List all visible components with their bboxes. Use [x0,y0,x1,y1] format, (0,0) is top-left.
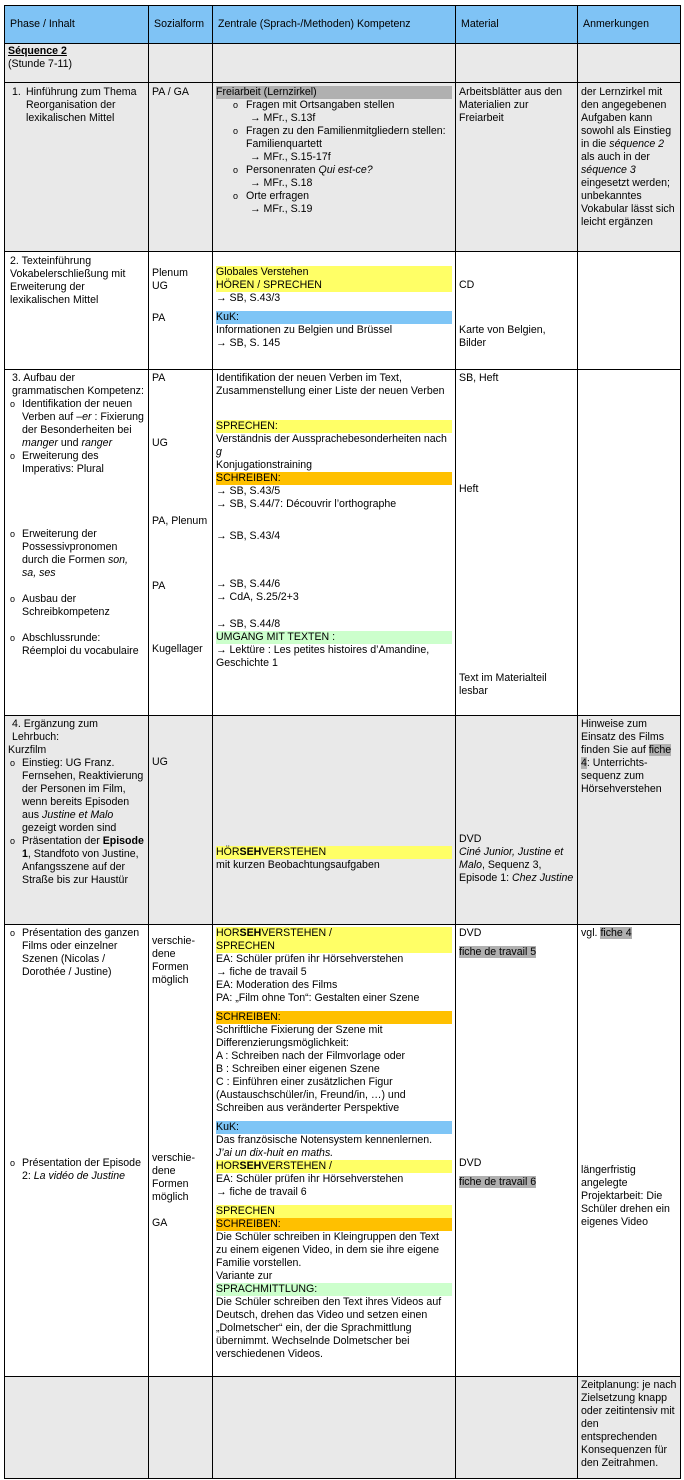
kompetenz-cell: Freiarbeit (Lernzirkel) o Fragen mit Ortsangaben stellen → MFr., S.13f o Fragen zu den Familienmitgliedern stellen: Familienquartett → MFr., S.15-17f o Personenraten Qui est-ce? → MFr., S.18 o Orte erfragen → MFr., S.19 [213,83,456,252]
anmerkungen-cell: Zeitplanung: je nach Zielsetzung knapp oder zeitintensiv mit den entsprechenden Konsequenzen für den Zeitrahmen. [578,1377,681,1479]
sequence-cell [5,44,149,83]
col-header-anmerkungen: Anmerkungen [578,6,681,44]
material-cell: CD Karte von Belgien, Bilder [456,252,578,370]
table-row [5,716,681,925]
sequence-row [5,44,681,83]
table-row [5,1377,681,1479]
material-cell: DVD Ciné Junior, Justine et Malo, Sequenz 3, Episode 1: Chez Justine [456,716,578,925]
phase-cell: 4. Ergänzung zum Lehrbuch: Kurzfilm o Einstieg: UG Franz. Fernsehen, Reaktivierung der Personen im Film, wenn bereits Episoden aus Justine et Malo gezeigt worden sind o Präsentation der Episode 1, Standfoto von Justine, Anfangsszene auf der Straße bis zur Haustür [5,716,149,925]
anmerkungen-cell [578,370,681,716]
material-cell: SB, Heft Heft Text im Materialteil lesbar [456,370,578,716]
table-row [5,252,681,370]
anmerkungen-cell: der Lernzirkel mit den angegebenen Aufgaben kann sowohl als Einstieg in die séquence 2 als auch in der séquence 3 eingesetzt werden; unbekanntes Vokabular lässt sich leicht ergänzen [578,83,681,252]
sozialform-cell: PA UG PA, Plenum PA Kugellager [149,370,213,716]
sozialform-cell: UG [149,716,213,925]
lesson-plan-table [4,5,681,1479]
kompetenz-cell: Globales Verstehen HÖREN / SPRECHEN → SB, S.43/3 KuK: Informationen zu Belgien und Brüssel → SB, S. 145 [213,252,456,370]
phase-text: Hinführung zum Thema Reorganisation der lexikalischen Mittel [26,86,137,124]
material-cell: Arbeitsblätter aus den Materialien zur Freiarbeit [456,83,578,252]
anmerkungen-cell: vgl. fiche 4 längerfristig angelegte Projektarbeit: Die Schüler drehen ein eigenes Video [578,925,681,1377]
sequence-sub: (Stunde 7-11) [8,58,72,70]
phase-cell: o Présentation des ganzen Films oder einzelner Szenen (Nicolas / Dorothée / Justine) o Présentation der Episode 2: La vidéo de Justine [5,925,149,1377]
table-row [5,370,681,716]
sozialform-cell: verschie-dene Formen möglich verschie-dene Formen möglich GA [149,925,213,1377]
phase-cell: 2. Texteinführung Vokabelerschließung mit Erweiterung der lexikalischen Mittel [5,252,149,370]
anmerkungen-cell [578,252,681,370]
table-row [5,925,681,1377]
material-cell: DVD fiche de travail 5 DVD fiche de travail 6 [456,925,578,1377]
sequence-title: Séquence 2 [8,45,67,57]
sozialform-cell: PA / GA [149,83,213,252]
col-header-material: Material [456,6,578,44]
kompetenz-cell: Identifikation der neuen Verben im Text, Zusammenstellung einer Liste der neuen Verben SPRECHEN: Verständnis der Aussprachebesonderheiten nach g Konjugationstraining SCHREIBEN: → SB, S.43/5 → SB, S.44/7: Découvrir l’orthographe → SB, S.43/4 → SB, S.44/6 → CdA, S.25/2+3 → SB, S.44/8 UMGANG MIT TEXTEN : → Lektüre : Les petites histoires d’Amandine, Geschichte 1 [213,370,456,716]
kompetenz-cell: HÖRSEHVERSTEHEN mit kurzen Beobachtungsaufgaben [213,716,456,925]
table-row [5,83,681,252]
kompetenz-cell: HORSEHVERSTEHEN / SPRECHEN EA: Schüler prüfen ihr Hörsehverstehen → fiche de travail 5 EA: Moderation des Films PA: „Film ohne Ton“: Gestalten einer Szene SCHREIBEN: Schriftliche Fixierung der Szene mit Differenzierungsmöglichkeit: A : Schreiben nach der Filmvorlage oder B : Schreiben einer eigenen Szene C : Einführen einer zusätzlichen Figur (Austauschschüler/in, Freund/in, …) und Schreiben aus veränderter Perspektive KuK: Das französische Notensystem kennenlernen. J’ai un dix-huit en maths. HORSEHVERSTEHEN / EA: Schüler prüfen ihr Hörsehverstehen → fiche de travail 6 SPRECHEN SCHREIBEN: Die Schüler schreiben in Kleingruppen den Text zu einem eigenen Video, in dem sie ihre eigene Familie vorstellen. Variante zur SPRACHMITTLUNG: Die Schüler schreiben den Text ihres Videos auf Deutsch, drehen das Video und setzen einen „Dolmetscher“ ein, der die Sprachmittlung übernimmt. Wechselnde Dolmetscher bei verschiedenen Videos. [213,925,456,1377]
phase-cell: 1. Hinführung zum Thema Reorganisation der lexikalischen Mittel [5,83,149,252]
header-row [5,6,681,44]
phase-cell: 3. Aufbau der grammatischen Kompetenz: o Identifikation der neuen Verben auf –er : Fixierung der Besonderheiten bei manger und ranger o Erweiterung des Imperativs: Plural o Erweiterung der Possessivpronomen durch die Formen son, sa, ses o Ausbau der Schreibkompetenz o Abschlussrunde: Réemploi du vocabulaire [5,370,149,716]
col-header-sozialform: Sozialform [149,6,213,44]
sozialform-cell: Plenum UG PA [149,252,213,370]
col-header-phase: Phase / Inhalt [5,6,149,44]
anmerkungen-cell: Hinweise zum Einsatz des Films finden Sie auf fiche 4: Unterrichts-sequenz zum Hörsehverstehen [578,716,681,925]
col-header-kompetenz: Zentrale (Sprach-/Methoden) Kompetenz [213,6,456,44]
